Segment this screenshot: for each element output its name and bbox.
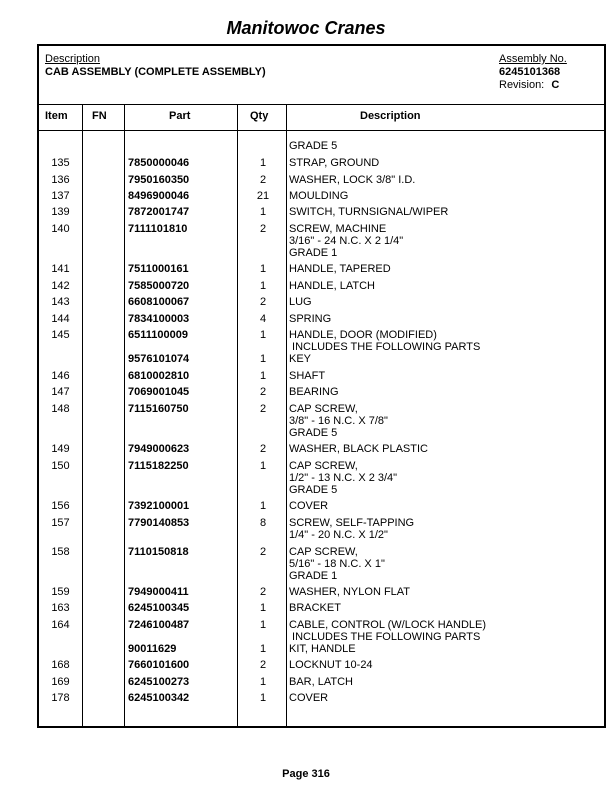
column-header-qty: Qty xyxy=(250,110,269,122)
item-number: 168 xyxy=(51,659,70,671)
quantity: 1 xyxy=(259,643,267,655)
part-description xyxy=(289,280,375,292)
item-number: 141 xyxy=(51,263,70,275)
part-number: 7660101600 xyxy=(128,659,190,671)
quantity: 1 xyxy=(259,692,267,704)
quantity: 1 xyxy=(259,619,267,631)
quantity: 1 xyxy=(259,206,267,218)
item-number: 145 xyxy=(51,329,70,341)
description-line: HANDLE, TAPERED xyxy=(289,263,391,275)
description-line: WASHER, LOCK 3/8" I.D. xyxy=(289,174,416,186)
description-line: 1/2" - 13 N.C. X 2 3/4" xyxy=(289,472,398,484)
item-number: 156 xyxy=(51,500,70,512)
part-description xyxy=(289,140,337,152)
item-number: 142 xyxy=(51,280,70,292)
column-divider xyxy=(237,104,238,726)
description-line: INCLUDES THE FOLLOWING PARTS xyxy=(289,631,481,643)
quantity: 4 xyxy=(259,313,267,325)
part-number: 6245100342 xyxy=(128,692,190,704)
revision-label: Revision: xyxy=(499,79,545,91)
item-number: 164 xyxy=(51,619,70,631)
description-line: SWITCH, TURNSIGNAL/WIPER xyxy=(289,206,449,218)
description-line: GRADE 5 xyxy=(289,427,338,439)
parts-table-frame xyxy=(37,44,606,728)
column-header-item: Item xyxy=(45,110,68,122)
revision xyxy=(499,79,567,92)
description-line: GRADE 5 xyxy=(289,140,338,152)
description-line: SCREW, MACHINE xyxy=(289,223,387,235)
part-number: 6245100273 xyxy=(128,676,190,688)
description-line: KIT, HANDLE xyxy=(289,643,356,655)
document-title: Manitowoc Cranes xyxy=(226,18,386,38)
part-description xyxy=(289,443,428,455)
quantity: 2 xyxy=(259,386,267,398)
part-number: 7949000411 xyxy=(128,586,189,598)
quantity: 8 xyxy=(259,517,267,529)
part-number: 7834100003 xyxy=(128,313,190,325)
description-line: BAR, LATCH xyxy=(289,676,353,688)
part-number: 7392100001 xyxy=(128,500,190,512)
item-number: 150 xyxy=(51,460,70,472)
description-line: COVER xyxy=(289,692,329,704)
column-header-fn: FN xyxy=(92,110,107,122)
quantity: 2 xyxy=(259,403,267,415)
quantity: 1 xyxy=(259,676,267,688)
quantity: 1 xyxy=(259,602,267,614)
quantity: 1 xyxy=(259,370,267,382)
description-label: Description xyxy=(45,53,101,65)
part-description xyxy=(289,643,356,655)
part-description xyxy=(289,517,414,541)
part-number: 7872001747 xyxy=(128,206,190,218)
part-number: 8496900046 xyxy=(128,190,190,202)
part-description xyxy=(289,223,403,259)
part-description xyxy=(289,370,325,382)
item-number: 158 xyxy=(51,546,70,558)
item-number: 143 xyxy=(51,296,70,308)
column-header-description: Description xyxy=(360,110,421,122)
item-number: 139 xyxy=(51,206,70,218)
description-line: INCLUDES THE FOLLOWING PARTS xyxy=(289,341,481,353)
part-description xyxy=(289,206,448,218)
quantity: 1 xyxy=(259,500,267,512)
revision-value: C xyxy=(551,79,560,91)
description-line: LOCKNUT 10-24 xyxy=(289,659,373,671)
description-line: CAP SCREW, xyxy=(289,403,358,415)
part-number: 9576101074 xyxy=(128,353,190,365)
description-line: CAP SCREW, xyxy=(289,546,358,558)
item-number: 148 xyxy=(51,403,70,415)
quantity: 1 xyxy=(259,353,267,365)
item-number: 149 xyxy=(51,443,70,455)
item-number: 178 xyxy=(51,692,70,704)
description-line: HANDLE, LATCH xyxy=(289,280,375,292)
part-number: 7585000720 xyxy=(128,280,190,292)
description-line: 1/4" - 20 N.C. X 1/2" xyxy=(289,529,388,541)
description-line: WASHER, BLACK PLASTIC xyxy=(289,443,428,455)
description-line: SCREW, SELF-TAPPING xyxy=(289,517,415,529)
part-number: 7850000046 xyxy=(128,157,190,169)
part-description xyxy=(289,586,410,598)
column-divider xyxy=(124,104,125,726)
description-line: SPRING xyxy=(289,313,332,325)
part-description xyxy=(289,353,311,365)
part-number: 7950160350 xyxy=(128,174,190,186)
part-description xyxy=(289,313,331,325)
part-description xyxy=(289,676,353,688)
quantity: 2 xyxy=(259,223,267,235)
description-line: HANDLE, DOOR (MODIFIED) xyxy=(289,329,437,341)
page-number: Page 316 xyxy=(282,768,330,780)
part-description xyxy=(289,659,373,671)
assembly-number-label: Assembly No. xyxy=(499,53,567,65)
description-line: WASHER, NYLON FLAT xyxy=(289,586,411,598)
description-line: 3/8" - 16 N.C. X 7/8" xyxy=(289,415,388,427)
item-number: 147 xyxy=(51,386,70,398)
part-description xyxy=(289,546,385,582)
part-number: 7246100487 xyxy=(128,619,190,631)
description-line: STRAP, GROUND xyxy=(289,157,380,169)
quantity: 1 xyxy=(259,280,267,292)
item-number: 144 xyxy=(51,313,70,325)
description-line: BRACKET xyxy=(289,602,341,614)
part-description xyxy=(289,157,379,169)
quantity: 2 xyxy=(259,296,267,308)
part-number: 6245100345 xyxy=(128,602,190,614)
item-number: 146 xyxy=(51,370,70,382)
description-line: 5/16" - 18 N.C. X 1" xyxy=(289,558,385,570)
item-number: 140 xyxy=(51,223,70,235)
item-number: 157 xyxy=(51,517,70,529)
column-header-part: Part xyxy=(169,110,191,122)
part-number: 6608100067 xyxy=(128,296,190,308)
description-line: SHAFT xyxy=(289,370,326,382)
assembly-header xyxy=(39,46,604,105)
description-line: LUG xyxy=(289,296,312,308)
part-description xyxy=(289,263,391,275)
description-line: MOULDING xyxy=(289,190,349,202)
part-description xyxy=(289,386,339,398)
quantity: 2 xyxy=(259,586,267,598)
quantity: 2 xyxy=(259,443,267,455)
part-number: 7949000623 xyxy=(128,443,190,455)
part-number: 7790140853 xyxy=(128,517,190,529)
part-description xyxy=(289,174,415,186)
description-line: COVER xyxy=(289,500,329,512)
part-number: 7110150818 xyxy=(128,546,189,558)
part-number: 6511100009 xyxy=(128,329,188,341)
description-line: GRADE 1 xyxy=(289,570,338,582)
part-description xyxy=(289,500,328,512)
part-number: 7111101810 xyxy=(128,223,188,235)
part-description xyxy=(289,619,486,643)
column-divider xyxy=(82,104,83,726)
assembly-description: CAB ASSEMBLY (COMPLETE ASSEMBLY) xyxy=(45,66,266,78)
description-line: BEARING xyxy=(289,386,339,398)
part-description xyxy=(289,403,388,439)
description-line: CAP SCREW, xyxy=(289,460,358,472)
part-number: 7115160750 xyxy=(128,403,189,415)
part-number: 90011629 xyxy=(128,643,177,655)
item-number: 163 xyxy=(51,602,70,614)
quantity: 21 xyxy=(256,190,270,202)
quantity: 1 xyxy=(259,460,267,472)
part-number: 7069001045 xyxy=(128,386,190,398)
description-line: CABLE, CONTROL (W/LOCK HANDLE) xyxy=(289,619,487,631)
quantity: 2 xyxy=(259,174,267,186)
part-number: 6810002810 xyxy=(128,370,190,382)
quantity: 2 xyxy=(259,546,267,558)
item-number: 159 xyxy=(51,586,70,598)
part-description xyxy=(289,329,480,353)
part-number: 7511000161 xyxy=(128,263,189,275)
part-description xyxy=(289,692,328,704)
description-line: GRADE 1 xyxy=(289,247,338,259)
item-number: 169 xyxy=(51,676,70,688)
description-line: KEY xyxy=(289,353,312,365)
quantity: 2 xyxy=(259,659,267,671)
item-number: 137 xyxy=(51,190,70,202)
description-line: GRADE 5 xyxy=(289,484,338,496)
description-line: 3/16" - 24 N.C. X 2 1/4" xyxy=(289,235,404,247)
part-description xyxy=(289,460,397,496)
part-description xyxy=(289,602,341,614)
assembly-number: 6245101368 xyxy=(499,66,561,78)
item-number: 135 xyxy=(51,157,70,169)
part-number: 7115182250 xyxy=(128,460,189,472)
part-description xyxy=(289,296,312,308)
item-number: 136 xyxy=(51,174,70,186)
quantity: 1 xyxy=(259,157,267,169)
quantity: 1 xyxy=(259,329,267,341)
quantity: 1 xyxy=(259,263,267,275)
part-description xyxy=(289,190,348,202)
